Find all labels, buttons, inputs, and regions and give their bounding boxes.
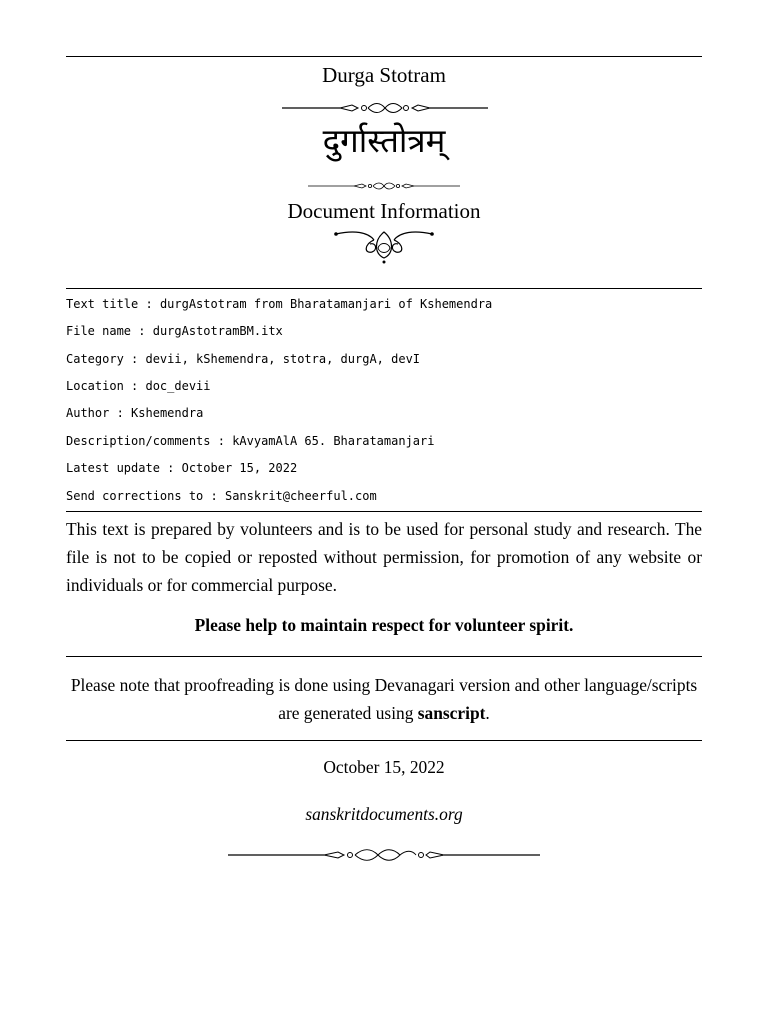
- info-value: Kshemendra: [131, 406, 204, 420]
- info-value: durgAstotram from Bharatamanjari of Kshemendra: [159, 297, 493, 311]
- info-value: Sanskrit@cheerful.com: [224, 489, 377, 503]
- info-row-description: Description/comments : kAvyamAlA 65. Bharatamanjari: [66, 434, 435, 448]
- devanagari-title: दुर्गास्तोत्रम्: [322, 121, 446, 160]
- top-rule: [66, 56, 702, 57]
- info-row-location: Location : doc_devii: [66, 379, 211, 393]
- proofreading-note: [66, 671, 702, 727]
- note-suffix: .: [485, 703, 490, 723]
- info-row-text-title: Text title : durgAstotram from Bharatamanjari of Kshemendra: [66, 297, 493, 311]
- disclaimer-paragraph: This text is prepared by volunteers and is to be used for personal study and research. The file is not to be copied or reposted without permission, for promotion of any website or individuals or for commercial purpose.: [66, 519, 702, 595]
- document-title: Durga Stotram: [322, 63, 446, 87]
- ornament-divider-bottom: [228, 847, 540, 863]
- info-row-author: Author : Kshemendra: [66, 406, 204, 420]
- info-row-category: Category : devii, kShemendra, stotra, durgA, devI: [66, 352, 421, 366]
- note-top-rule: [66, 656, 702, 657]
- info-label: Send corrections to: [66, 489, 204, 503]
- ornament-divider-2: [308, 181, 460, 191]
- info-row-latest-update: Latest update : October 15, 2022: [66, 461, 298, 475]
- flourish-ornament: [334, 226, 434, 264]
- note-bottom-rule: [66, 740, 702, 741]
- info-label: File name: [66, 324, 132, 338]
- info-label: Latest update: [66, 461, 160, 475]
- footer-date: October 15, 2022: [323, 757, 445, 777]
- info-row-corrections: Send corrections to : Sanskrit@cheerful.com: [66, 489, 377, 503]
- info-label: Location: [66, 379, 124, 393]
- info-label: Category: [66, 352, 124, 366]
- info-value: durgAstotramBM.itx: [152, 324, 283, 338]
- info-value: doc_devii: [145, 379, 211, 393]
- info-value: kAvyamAlA 65. Bharatamanjari: [232, 434, 435, 448]
- sanscript-emphasis: sanscript: [417, 703, 486, 723]
- info-label: Description/comments: [66, 434, 211, 448]
- section-heading: Document Information: [287, 199, 481, 223]
- footer-site-link[interactable]: sanskritdocuments.org: [305, 804, 463, 824]
- info-label: Author: [66, 406, 110, 420]
- info-bottom-rule: [66, 511, 702, 512]
- ornament-divider-1: [282, 100, 488, 116]
- info-label: Text title: [66, 297, 139, 311]
- info-value: October 15, 2022: [181, 461, 298, 475]
- info-top-rule: [66, 288, 702, 289]
- respect-notice: Please help to maintain respect for volunteer spirit.: [194, 615, 574, 635]
- note-text: Please note that proofreading is done using Devanagari version and other language/scripts are generated using: [70, 675, 698, 723]
- info-row-file-name: File name : durgAstotramBM.itx: [66, 324, 283, 338]
- info-value: devii, kShemendra, stotra, durgA, devI: [145, 352, 421, 366]
